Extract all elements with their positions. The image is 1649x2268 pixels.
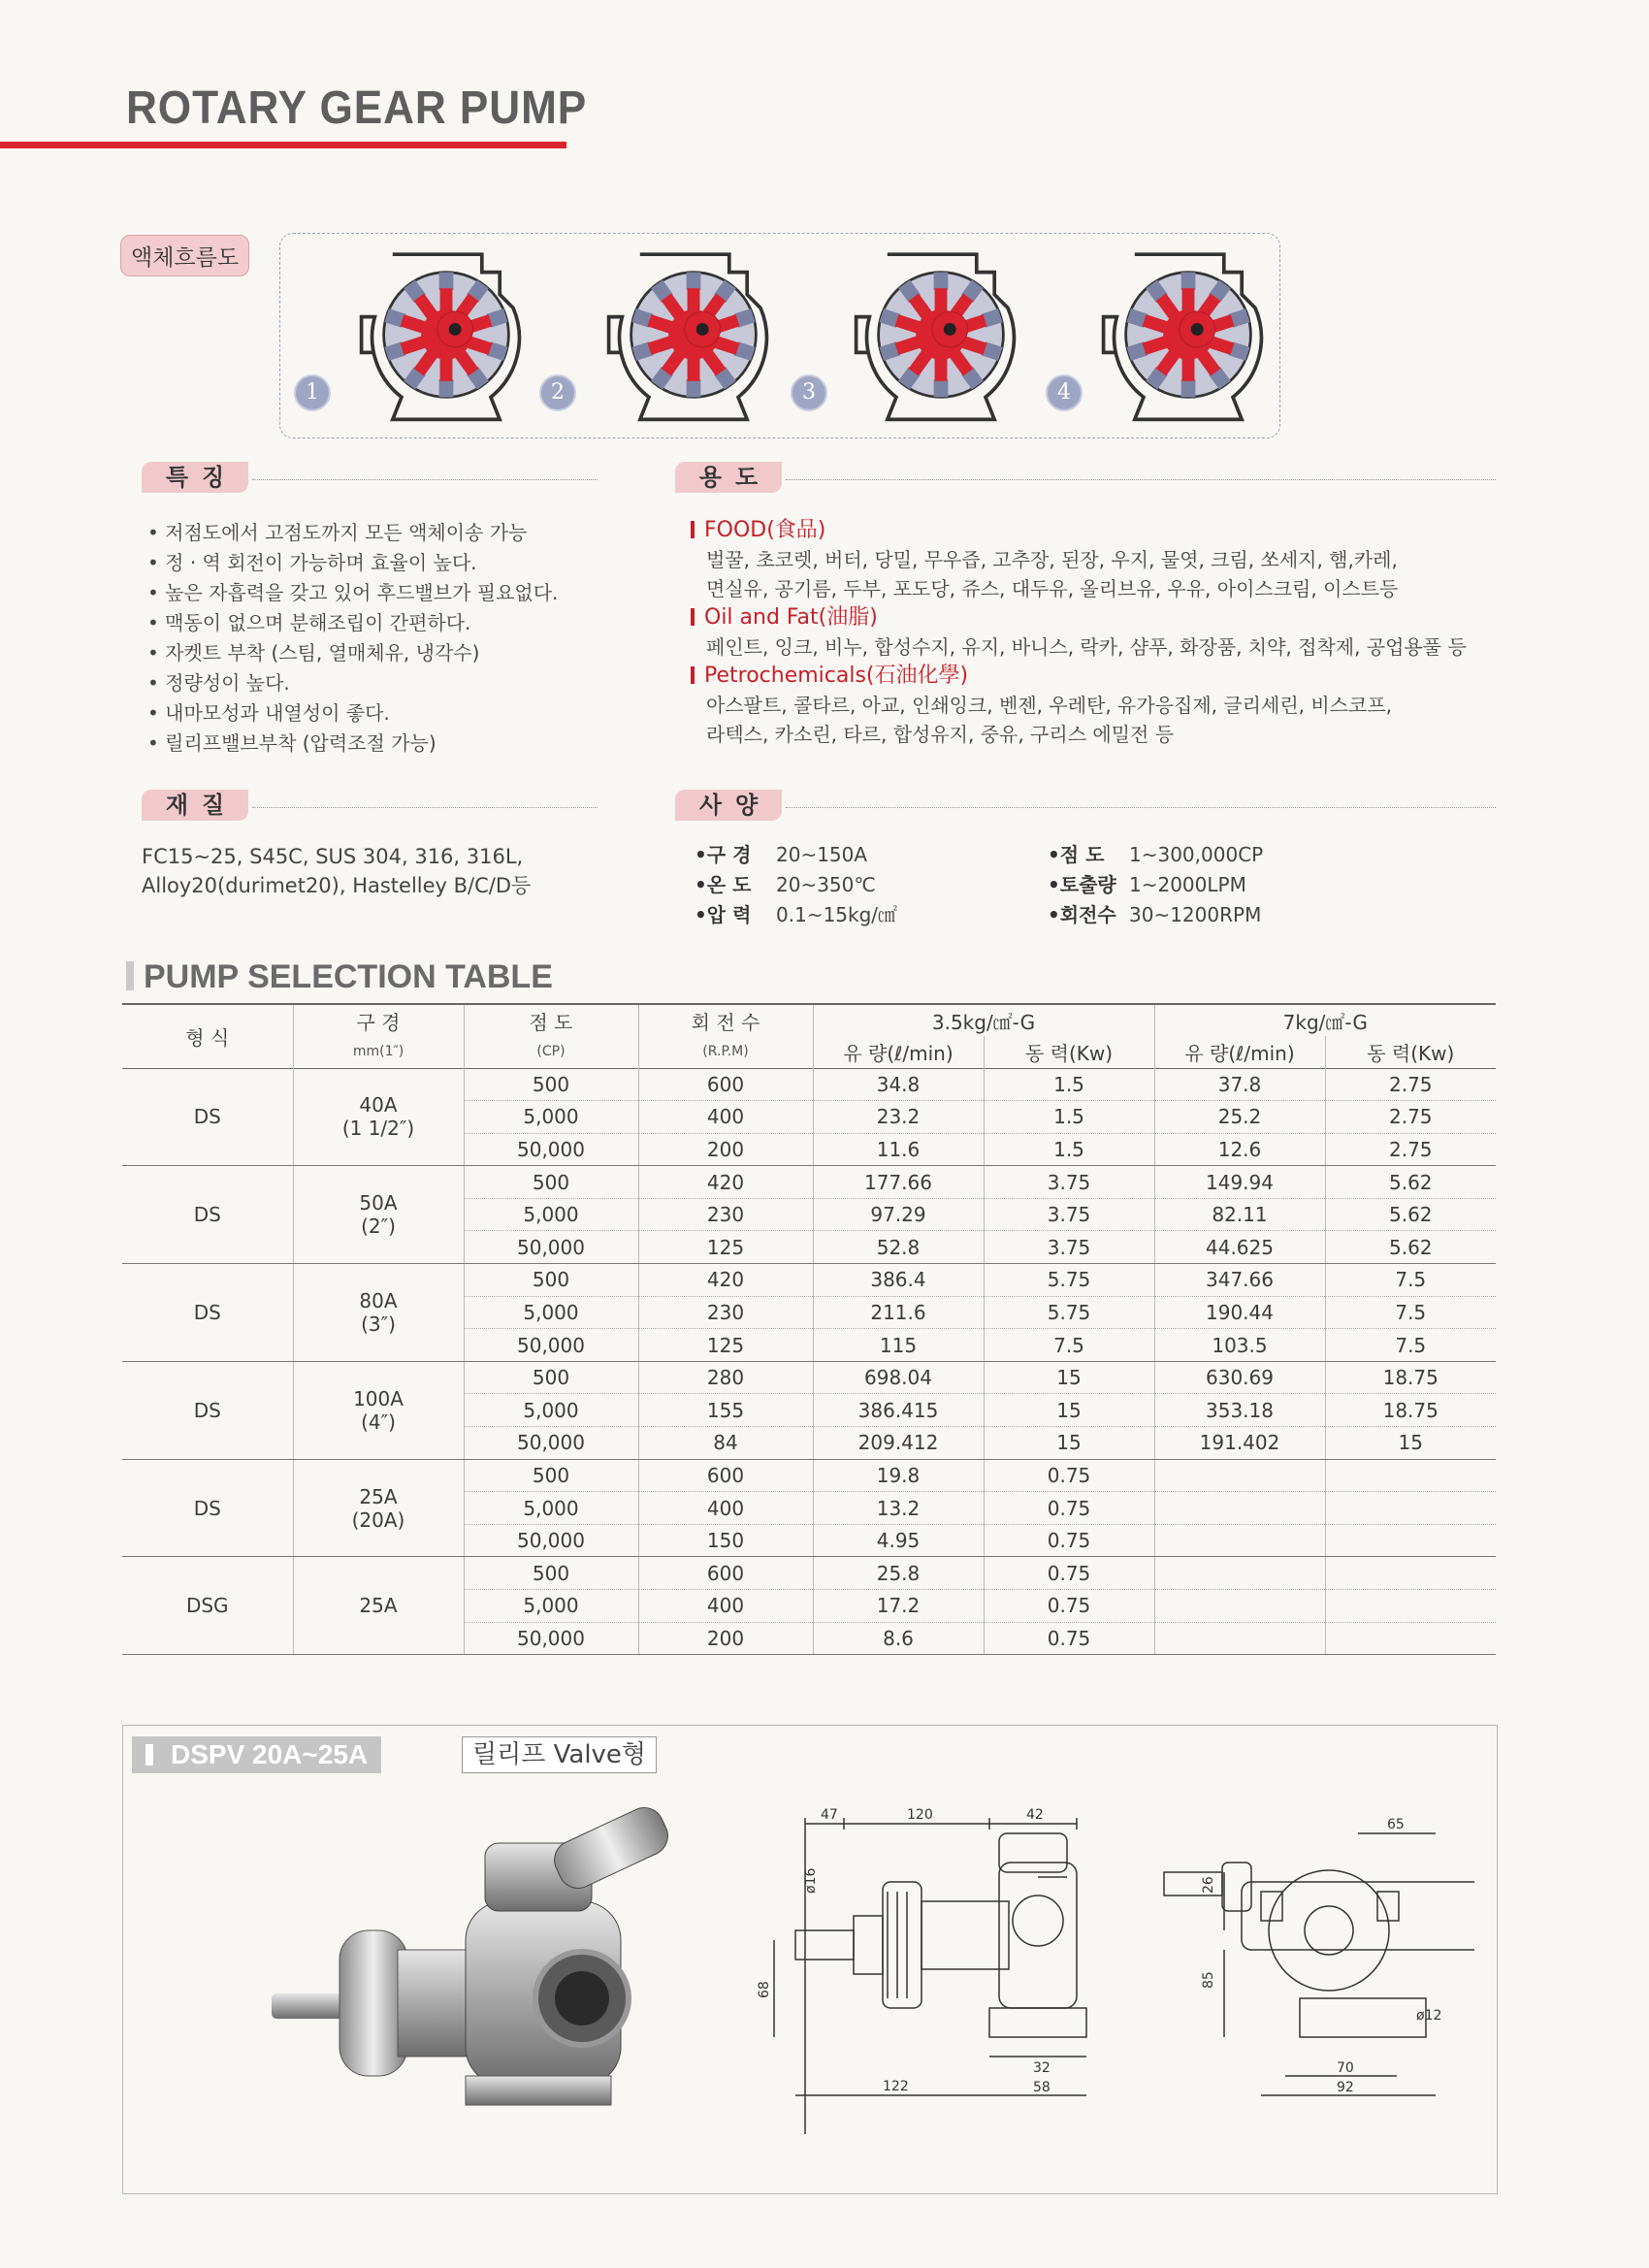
cell-power-3-5: 0.75 — [984, 1590, 1154, 1623]
table-header — [122, 1004, 1496, 1068]
cell-power-7: 7.5 — [1325, 1329, 1496, 1362]
col-viscosity: 점 도 — [464, 1004, 638, 1036]
features-list — [147, 518, 558, 759]
pump-selection-table — [122, 1003, 1496, 1655]
use-line: 페인트, 잉크, 비누, 합성수지, 유지, 바니스, 락카, 샴푸, 화장품, 치약, 접착제, 공업용풀 등 — [706, 635, 1467, 659]
cell-flow-3-5: 17.2 — [813, 1590, 984, 1623]
cell-viscosity: 50,000 — [464, 1133, 638, 1166]
col-pressure-3-5: 3.5kg/㎠-G — [813, 1004, 1154, 1036]
pump-step-4-illustration — [1104, 254, 1262, 419]
col-power-3-5: 동 력(Kw) — [984, 1036, 1154, 1068]
feature-item: • 높은 자흡력을 갖고 있어 후드밸브가 필요없다. — [147, 578, 558, 608]
cell-flow-3-5: 386.415 — [813, 1394, 984, 1427]
cell-flow-3-5: 13.2 — [813, 1492, 984, 1525]
feature-item: • 정량성이 높다. — [147, 668, 558, 698]
flow-diagram-label: 액체흐름도 — [120, 235, 249, 276]
dim-42: 42 — [1026, 1807, 1044, 1823]
spec-item: •구 경 20~150A — [695, 843, 868, 866]
pump-step-2-illustration — [609, 254, 767, 419]
cell-bore: 50A (2″) — [293, 1166, 464, 1264]
dim-26: 26 — [1201, 1876, 1216, 1894]
cell-type: DS — [122, 1459, 293, 1557]
cell-flow-3-5: 211.6 — [813, 1296, 984, 1329]
dim-70: 70 — [1337, 2060, 1354, 2076]
cell-flow-7: 190.44 — [1154, 1296, 1325, 1329]
cell-flow-7: 353.18 — [1154, 1394, 1325, 1427]
cell-power-3-5: 1.5 — [984, 1068, 1154, 1101]
feature-item: • 릴리프밸브부착 (압력조절 가능) — [147, 729, 558, 759]
feature-item: • 정 · 역 회전이 가능하며 효율이 높다. — [147, 548, 558, 578]
col-rpm: 회 전 수 — [638, 1004, 813, 1036]
cell-rpm: 84 — [638, 1427, 813, 1460]
features-heading: 특징 — [142, 462, 248, 493]
col-power-7: 동 력(Kw) — [1325, 1036, 1496, 1068]
cell-bore: 25A (20A) — [293, 1459, 464, 1557]
cell-flow-7: 347.66 — [1154, 1264, 1325, 1297]
table-row — [122, 1361, 1496, 1394]
dim-58: 58 — [1033, 2080, 1051, 2095]
cell-power-3-5: 3.75 — [984, 1198, 1154, 1231]
cell-flow-3-5: 11.6 — [813, 1133, 984, 1166]
cell-viscosity: 500 — [464, 1361, 638, 1394]
cell-rpm: 230 — [638, 1296, 813, 1329]
cell-rpm: 420 — [638, 1264, 813, 1297]
cell-flow-7 — [1154, 1459, 1325, 1492]
use-category-oil: Oil and Fat(油脂) — [691, 603, 1467, 632]
cell-power-7: 18.75 — [1325, 1394, 1496, 1427]
uses-list — [691, 516, 1467, 749]
table-row — [122, 1166, 1496, 1199]
cell-flow-7: 12.6 — [1154, 1133, 1325, 1166]
pump-step-3-illustration — [857, 254, 1015, 419]
flow-step-4-number: 4 — [1046, 374, 1083, 411]
cell-viscosity: 50,000 — [464, 1524, 638, 1557]
materials-line: Alloy20(durimet20), Hastelley B/C/D등 — [142, 874, 532, 897]
cell-power-3-5: 3.75 — [984, 1231, 1154, 1264]
cell-rpm: 155 — [638, 1394, 813, 1427]
cell-bore: 80A (3″) — [293, 1264, 464, 1362]
cell-power-7: 5.62 — [1325, 1231, 1496, 1264]
cell-power-3-5: 0.75 — [984, 1557, 1154, 1590]
table-row — [122, 1264, 1496, 1297]
cell-viscosity: 5,000 — [464, 1590, 638, 1623]
cell-flow-7 — [1154, 1492, 1325, 1525]
cell-rpm: 400 — [638, 1101, 813, 1134]
spec-item: •압 력 0.1~15kg/㎠ — [695, 903, 898, 926]
table-row — [122, 1557, 1496, 1590]
cell-flow-3-5: 698.04 — [813, 1361, 984, 1394]
col-flow-7: 유 량(ℓ/min) — [1154, 1036, 1325, 1068]
flow-step-1-number: 1 — [294, 374, 331, 411]
selection-table-title: PUMP SELECTION TABLE — [126, 958, 553, 996]
flow-step-2-number: 2 — [539, 374, 576, 411]
spec-item: •온 도 20~350℃ — [695, 873, 876, 896]
cell-viscosity: 5,000 — [464, 1296, 638, 1329]
materials-heading: 재질 — [142, 790, 248, 821]
cell-flow-3-5: 25.8 — [813, 1557, 984, 1590]
materials-section-header — [142, 790, 598, 821]
cell-type: DS — [122, 1166, 293, 1264]
cell-type: DSG — [122, 1557, 293, 1655]
cell-bore: 100A (4″) — [293, 1361, 464, 1459]
pump-product-photo — [262, 1804, 689, 2124]
dim-32: 32 — [1033, 2060, 1051, 2076]
cell-viscosity: 50,000 — [464, 1427, 638, 1460]
cell-rpm: 125 — [638, 1329, 813, 1362]
cell-power-7 — [1325, 1459, 1496, 1492]
use-line: 라텍스, 카소린, 타르, 합성유지, 중유, 구리스 에밀전 등 — [706, 723, 1175, 746]
cell-power-3-5: 15 — [984, 1427, 1154, 1460]
cell-rpm: 600 — [638, 1557, 813, 1590]
cell-viscosity: 5,000 — [464, 1492, 638, 1525]
cell-viscosity: 5,000 — [464, 1394, 638, 1427]
cell-power-3-5: 15 — [984, 1394, 1154, 1427]
cell-power-7 — [1325, 1590, 1496, 1623]
cell-viscosity: 500 — [464, 1166, 638, 1199]
cell-flow-7: 37.8 — [1154, 1068, 1325, 1101]
cell-flow-3-5: 34.8 — [813, 1068, 984, 1101]
cell-viscosity: 50,000 — [464, 1329, 638, 1362]
col-rpm-unit: (R.P.M) — [638, 1036, 813, 1068]
cell-flow-7: 630.69 — [1154, 1361, 1325, 1394]
cell-flow-3-5: 19.8 — [813, 1459, 984, 1492]
cell-rpm: 200 — [638, 1622, 813, 1655]
cell-flow-7 — [1154, 1524, 1325, 1557]
cell-flow-3-5: 52.8 — [813, 1231, 984, 1264]
spec-item: •토출량 1~2000LPM — [1048, 873, 1246, 896]
use-category-food: FOOD(食品) — [691, 516, 1467, 545]
cell-power-7: 18.75 — [1325, 1361, 1496, 1394]
col-bore: 구 경 — [293, 1004, 464, 1036]
cell-flow-7 — [1154, 1557, 1325, 1590]
features-section-header — [142, 462, 598, 493]
feature-item: • 자켓트 부착 (스팀, 열매체유, 냉각수) — [147, 638, 558, 668]
cell-bore: 40A (1 1/2″) — [293, 1068, 464, 1166]
cell-power-7 — [1325, 1524, 1496, 1557]
use-line: 벌꿀, 초코렛, 버터, 당밀, 무우즙, 고추장, 된장, 우지, 물엿, 크림, 쏘세지, 햄,카레, — [706, 548, 1398, 571]
cell-power-3-5: 15 — [984, 1361, 1154, 1394]
cell-viscosity: 500 — [464, 1459, 638, 1492]
pump-step-1-illustration — [362, 254, 520, 419]
cell-rpm: 420 — [638, 1166, 813, 1199]
cell-power-7: 7.5 — [1325, 1296, 1496, 1329]
cell-rpm: 600 — [638, 1068, 813, 1101]
cell-power-7: 5.62 — [1325, 1198, 1496, 1231]
dim-92: 92 — [1337, 2080, 1354, 2095]
cell-power-3-5: 5.75 — [984, 1264, 1154, 1297]
cell-viscosity: 500 — [464, 1068, 638, 1101]
cell-power-7: 15 — [1325, 1427, 1496, 1460]
cell-rpm: 600 — [638, 1459, 813, 1492]
cell-power-3-5: 1.5 — [984, 1101, 1154, 1134]
materials-text — [142, 842, 531, 900]
cell-flow-3-5: 4.95 — [813, 1524, 984, 1557]
table-row — [122, 1459, 1496, 1492]
cell-power-7: 2.75 — [1325, 1101, 1496, 1134]
cell-rpm: 400 — [638, 1492, 813, 1525]
col-flow-3-5: 유 량(ℓ/min) — [813, 1036, 984, 1068]
cell-flow-7: 149.94 — [1154, 1166, 1325, 1199]
cell-viscosity: 5,000 — [464, 1101, 638, 1134]
cell-flow-7: 44.625 — [1154, 1231, 1325, 1264]
materials-line: FC15~25, S45C, SUS 304, 316, 316L, — [142, 845, 524, 868]
col-viscosity-unit: (CP) — [464, 1036, 638, 1068]
cell-rpm: 280 — [638, 1361, 813, 1394]
cell-rpm: 150 — [638, 1524, 813, 1557]
dim-65: 65 — [1387, 1817, 1405, 1832]
cell-rpm: 125 — [638, 1231, 813, 1264]
feature-item: • 내마모성과 내열성이 좋다. — [147, 698, 558, 729]
specs-left-column — [695, 840, 897, 930]
use-category-petrochemicals: Petrochemicals(石油化學) — [691, 662, 1467, 691]
flow-step-3-number: 3 — [791, 374, 827, 411]
cell-power-7 — [1325, 1622, 1496, 1655]
uses-section-header — [675, 462, 1496, 493]
cell-power-3-5: 0.75 — [984, 1459, 1154, 1492]
cell-flow-3-5: 386.4 — [813, 1264, 984, 1297]
page-title: ROTARY GEAR PUMP — [126, 82, 588, 134]
col-type: 형 식 — [185, 1025, 230, 1050]
cell-power-3-5: 0.75 — [984, 1622, 1154, 1655]
title-rule — [0, 142, 566, 148]
use-line: 면실유, 공기름, 두부, 포도당, 쥬스, 대두유, 올리브유, 우유, 아이스크림, 이스트등 — [706, 577, 1399, 600]
cell-flow-3-5: 8.6 — [813, 1622, 984, 1655]
cell-viscosity: 50,000 — [464, 1622, 638, 1655]
cell-power-3-5: 0.75 — [984, 1524, 1154, 1557]
cell-power-7: 2.75 — [1325, 1068, 1496, 1101]
cell-power-7: 5.62 — [1325, 1166, 1496, 1199]
specs-right-column — [1048, 840, 1263, 930]
specs-heading: 사양 — [675, 790, 782, 821]
cell-flow-3-5: 23.2 — [813, 1101, 984, 1134]
pump-flow-illustrations — [281, 235, 1277, 435]
dimension-drawing — [757, 1804, 1474, 2173]
cell-flow-3-5: 115 — [813, 1329, 984, 1362]
cell-power-7: 2.75 — [1325, 1133, 1496, 1166]
dim-122: 122 — [883, 2079, 909, 2094]
dim-85: 85 — [1201, 1971, 1216, 1989]
use-line: 아스팔트, 콜타르, 아교, 인쇄잉크, 벤젠, 우레탄, 유가응집제, 글리세린, 비스코프, — [706, 694, 1392, 717]
cell-power-7 — [1325, 1557, 1496, 1590]
table-body — [122, 1068, 1496, 1655]
cell-flow-7 — [1154, 1622, 1325, 1655]
cell-rpm: 400 — [638, 1590, 813, 1623]
dim-16: ø16 — [803, 1867, 819, 1894]
cell-viscosity: 500 — [464, 1557, 638, 1590]
cell-rpm: 200 — [638, 1133, 813, 1166]
cell-type: DS — [122, 1361, 293, 1459]
cell-type: DS — [122, 1068, 293, 1166]
cell-rpm: 230 — [638, 1198, 813, 1231]
cell-power-3-5: 5.75 — [984, 1296, 1154, 1329]
cell-power-7 — [1325, 1492, 1496, 1525]
cell-flow-7: 82.11 — [1154, 1198, 1325, 1231]
cell-viscosity: 50,000 — [464, 1231, 638, 1264]
cell-flow-3-5: 209.412 — [813, 1427, 984, 1460]
col-pressure-7: 7kg/㎠-G — [1154, 1004, 1496, 1036]
spec-item: •점 도 1~300,000CP — [1048, 843, 1264, 866]
cell-bore: 25A — [293, 1557, 464, 1655]
cell-type: DS — [122, 1264, 293, 1362]
valve-type-label: 릴리프 Valve형 — [462, 1736, 657, 1773]
cell-viscosity: 5,000 — [464, 1198, 638, 1231]
cell-flow-3-5: 177.66 — [813, 1166, 984, 1199]
cell-power-3-5: 3.75 — [984, 1166, 1154, 1199]
dim-68: 68 — [757, 1981, 772, 1998]
cell-power-3-5: 1.5 — [984, 1133, 1154, 1166]
uses-heading: 용도 — [675, 462, 782, 493]
model-label: DSPV 20A~25A — [132, 1736, 381, 1773]
cell-flow-7 — [1154, 1590, 1325, 1623]
feature-item: • 맥동이 없으며 분해조립이 간편하다. — [147, 608, 558, 638]
table-row — [122, 1068, 1496, 1101]
feature-item: • 저점도에서 고점도까지 모든 액체이송 가능 — [147, 518, 558, 548]
dim-47: 47 — [821, 1807, 838, 1823]
cell-viscosity: 500 — [464, 1264, 638, 1297]
cell-power-3-5: 7.5 — [984, 1329, 1154, 1362]
cell-flow-7: 191.402 — [1154, 1427, 1325, 1460]
cell-power-7: 7.5 — [1325, 1264, 1496, 1297]
dim-120: 120 — [907, 1807, 933, 1823]
col-bore-unit: mm(1″) — [293, 1036, 464, 1068]
specs-section-header — [675, 790, 1496, 821]
spec-item: •회전수 30~1200RPM — [1048, 903, 1262, 926]
cell-flow-3-5: 97.29 — [813, 1198, 984, 1231]
cell-flow-7: 25.2 — [1154, 1101, 1325, 1134]
dim-12: ø12 — [1416, 2008, 1442, 2024]
cell-power-3-5: 0.75 — [984, 1492, 1154, 1525]
cell-flow-7: 103.5 — [1154, 1329, 1325, 1362]
